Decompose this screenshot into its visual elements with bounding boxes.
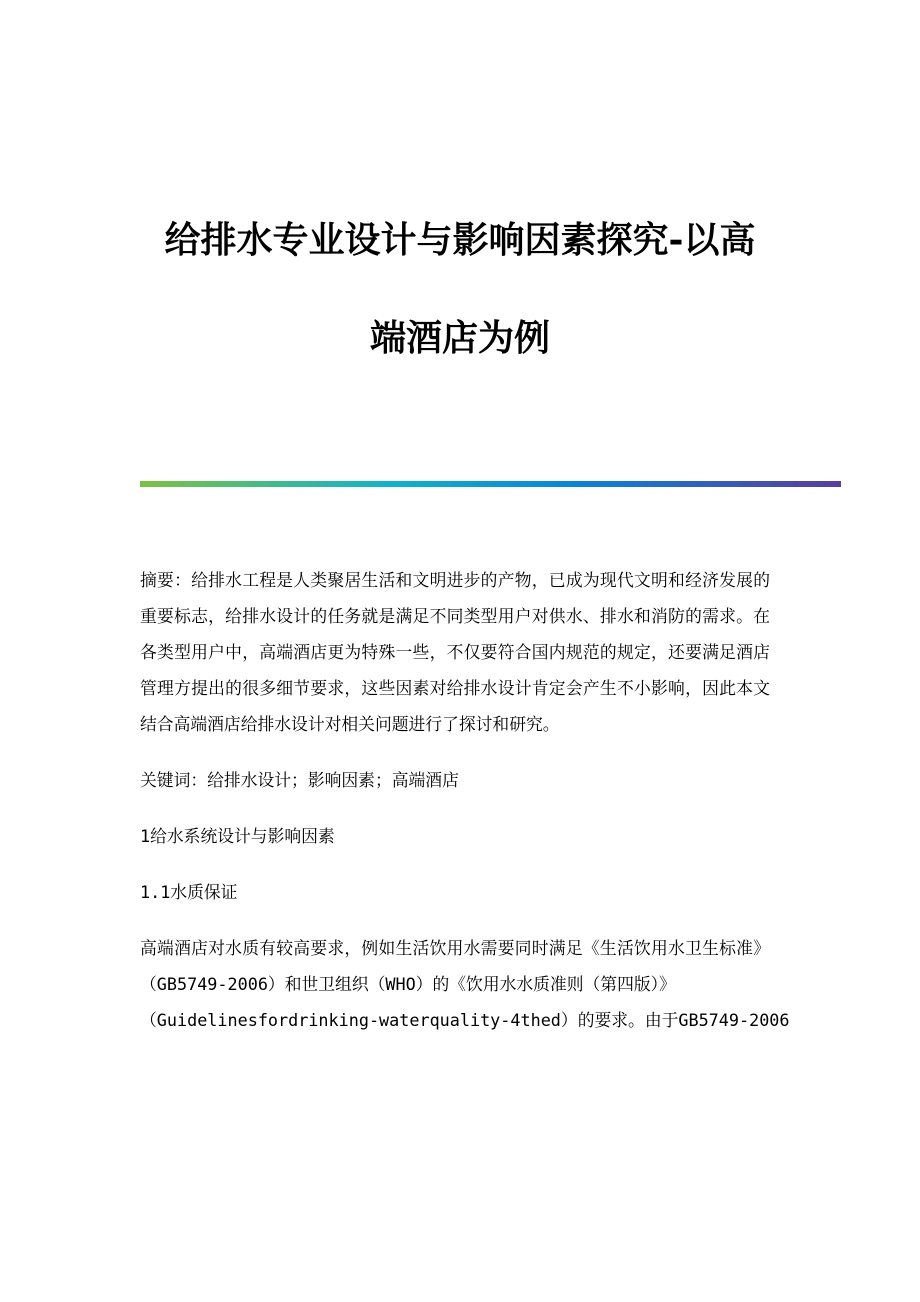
keywords-line: 关键词：给排水设计；影响因素；高端酒店: [140, 770, 459, 790]
document-title-line-2: 端酒店为例: [369, 317, 550, 359]
gradient-divider: [140, 481, 841, 487]
body-paragraph-text: 高端酒店对水质有较高要求，例如生活饮用水需要同时满足《生活饮用水卫生标准》（GB5749-2006）和世卫组织（WHO）的《饮用水水质准则（第四版）》: [140, 938, 770, 994]
body-paragraph: [140, 930, 790, 1038]
body-paragraph-continuation: （Guidelinesfordrinking-waterquality-4thed）的要求。由于GB5749-2006: [140, 1010, 790, 1030]
section-heading-1-1: 1.1水质保证: [140, 882, 238, 902]
document-body: [140, 562, 790, 1038]
section-heading-1: 1给水系统设计与影响因素: [140, 826, 335, 846]
abstract-paragraph: 摘要：给排水工程是人类聚居生活和文明进步的产物，已成为现代文明和经济发展的重要标志，给排水设计的任务就是满足不同类型用户对供水、排水和消防的需求。在各类型用户中，高端酒店更为特殊一些，不仅要符合国内规范的规定，还要满足酒店管理方提出的很多细节要求，这些因素对给排水设计肯定会产生不小影响，因此本文结合高端酒店给排水设计对相关问题进行了探讨和研究。: [140, 570, 770, 734]
document-title-line-1: 给排水专业设计与影响因素探究-以高: [164, 219, 756, 261]
